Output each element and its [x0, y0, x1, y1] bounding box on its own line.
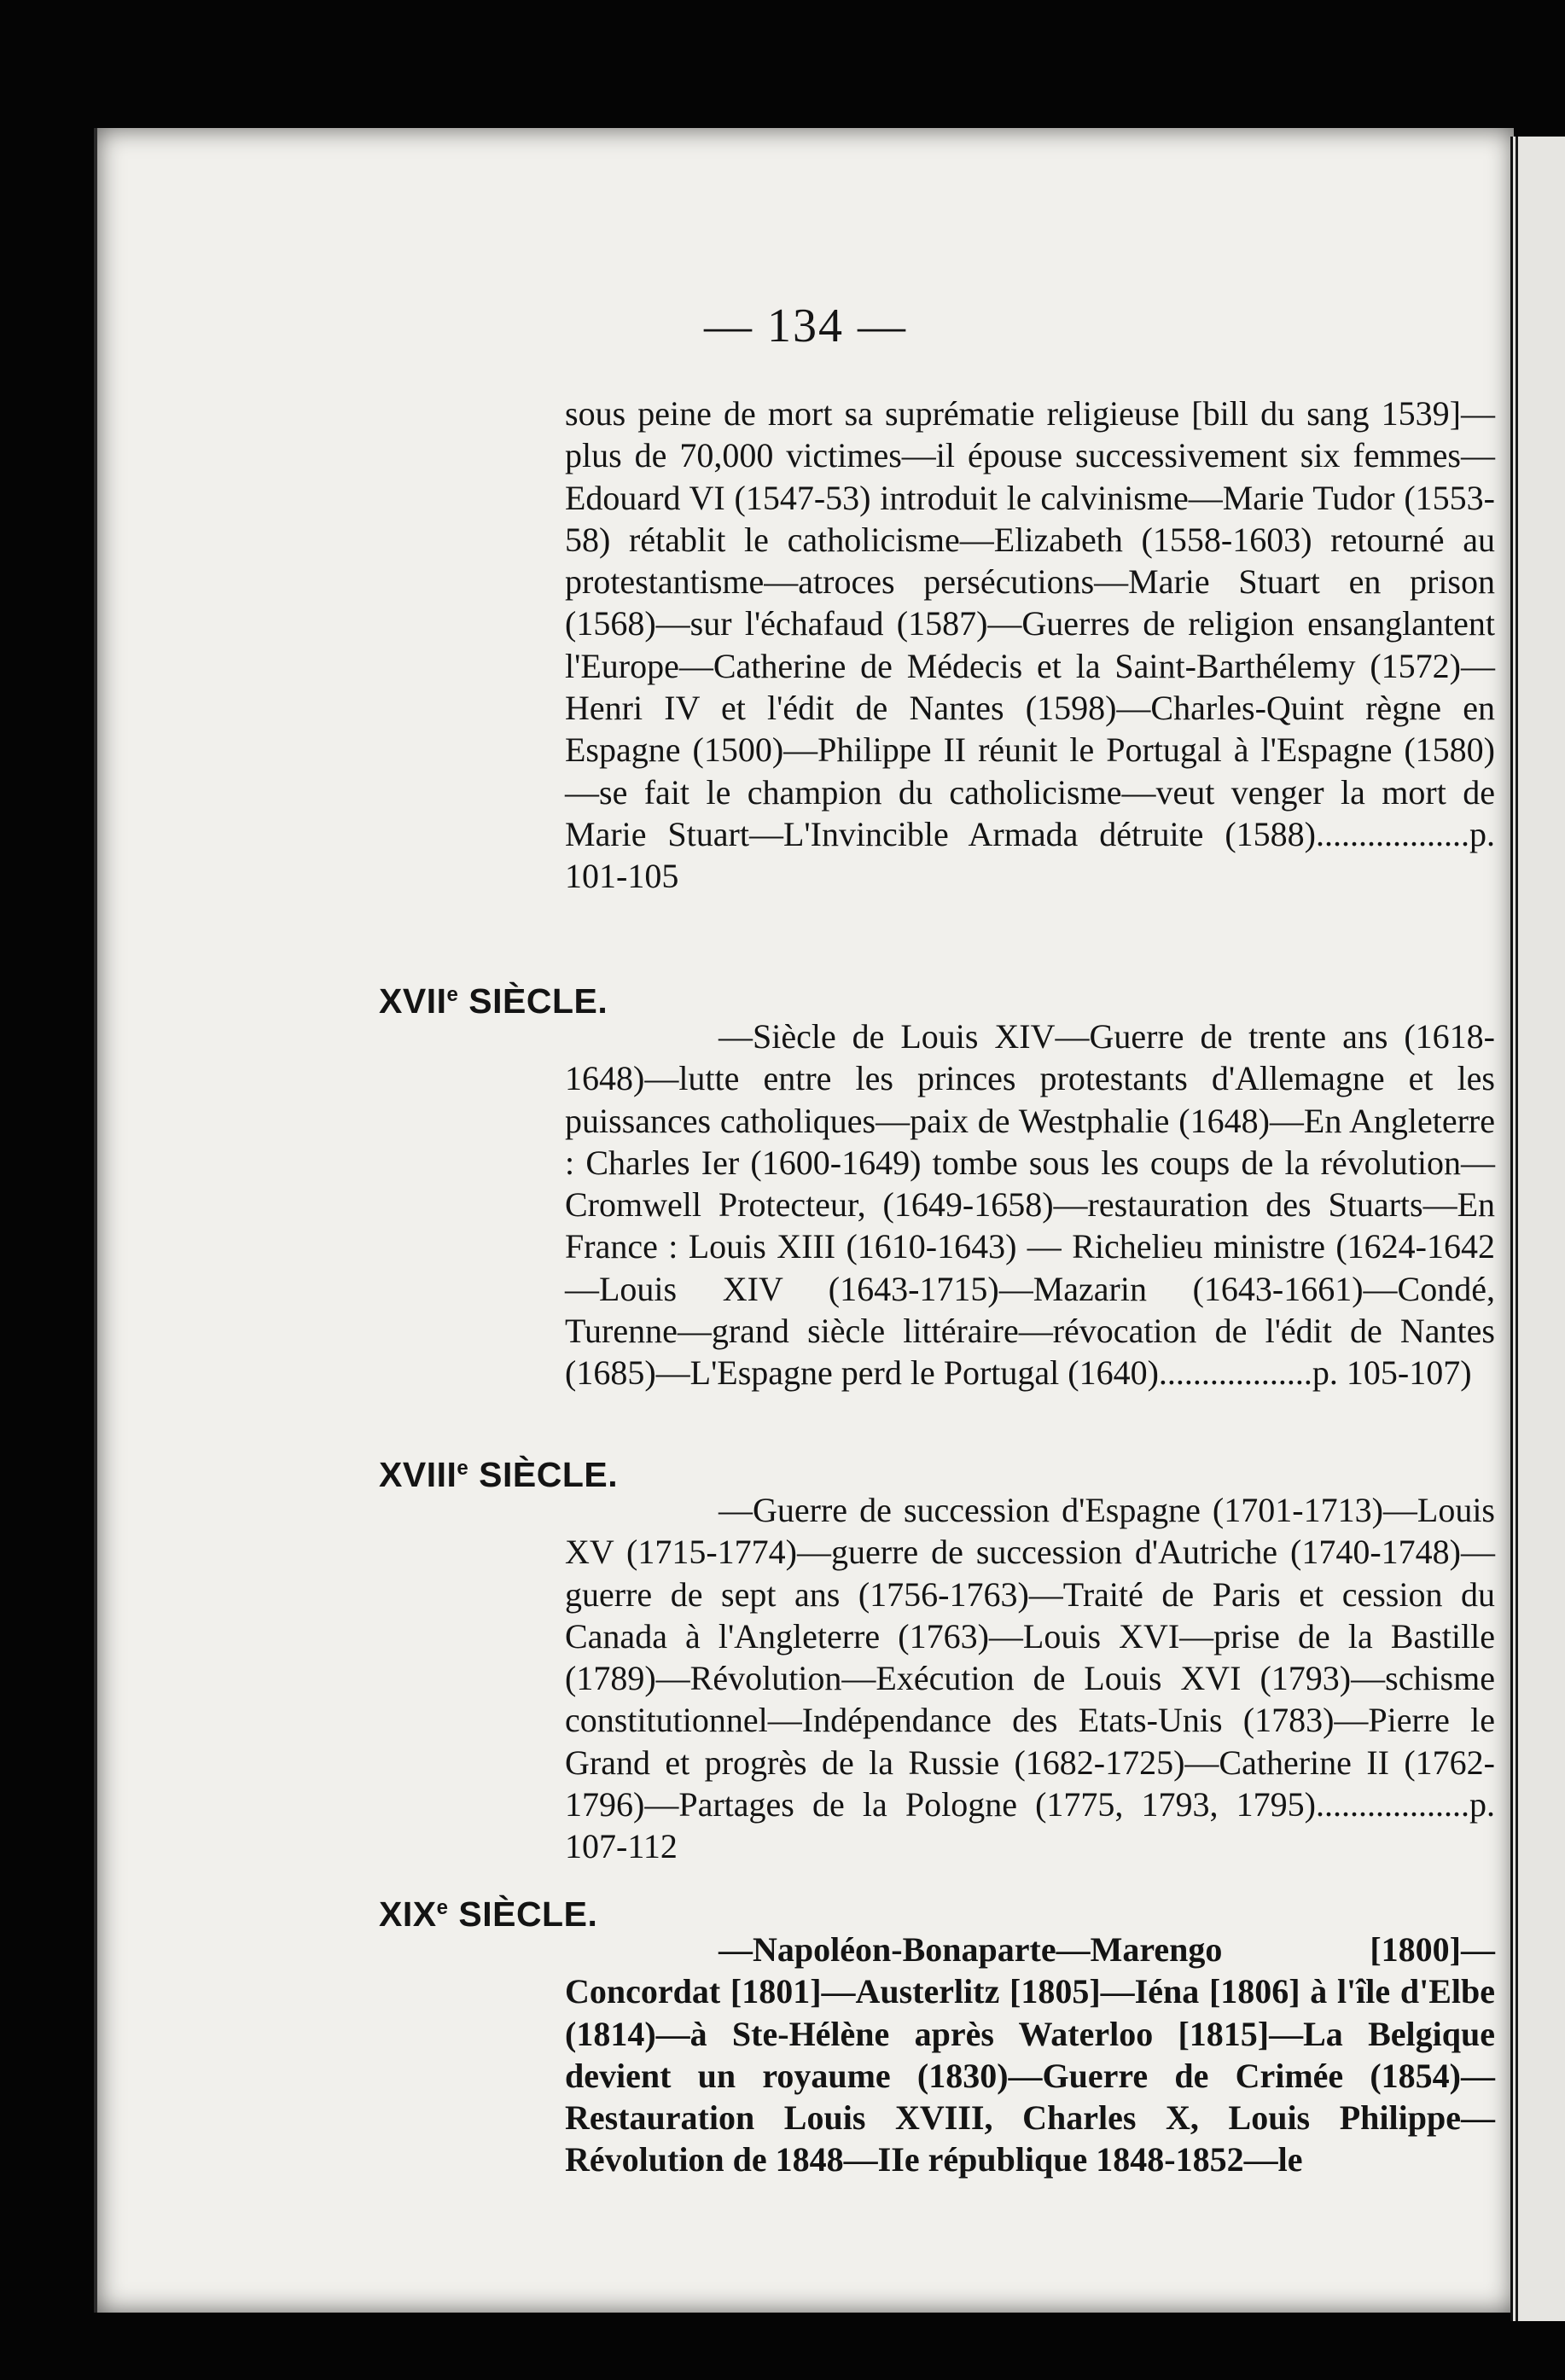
century-text: —Napoléon-Bonaparte—Marengo [1800]—Concordat [1801]—Austerlitz [1805]—Iéna [1806] à l'île d'Elbe (1814)—à Ste-Hélène après Waterloo [1815]—La Belgique devient un royaume (1830)—Guerre de Crimée (1854)—Restauration Louis XVIII, Charles X, Louis Philippe—Révolution de 1848—IIe république 1848-1852—le [565, 1930, 1495, 2179]
intro-text: sous peine de mort sa suprématie religieuse [bill du sang 1539]—plus de 70,000 victimes—il épouse successivement six femmes—Edouard VI (1547-53) introduit le calvinisme—Marie Tudor (1553-58) rétablit le catholicisme—Elizabeth (1558-1603) retourné au protestantisme—atroces persécutions—Marie Stuart en prison (1568)—sur l'échafaud (1587)—Guerres de religion ensanglantent l'Europe—Catherine de Médecis et la Saint-Barthélemy (1572)—Henri IV et l'édit de Nantes (1598)—Charles-Quint règne en Espagne (1500)—Philippe II réunit le Portugal à l'Espagne (1580)—se fait le champion du catholicisme—veut venger la mort de Marie Stuart—L'Invincible Armada détruite (1588)..................p. 101-105 [565, 394, 1495, 896]
century-sup: e [457, 1457, 469, 1480]
century-word: SIÈCLE. [468, 981, 608, 1021]
century-word: SIÈCLE. [479, 1455, 619, 1494]
century-entry-19 [565, 1894, 1495, 2215]
century-roman: XVIII [379, 1455, 457, 1494]
page-gutter-line [1516, 137, 1518, 2321]
century-text: —Guerre de succession d'Espagne (1701-1713)—Louis XV (1715-1774)—guerre de succession d'Autriche (1740-1748)—guerre de sept ans (1756-1763)—Traité de Paris et cession du Canada à l'Angleterre (1763)—Louis XVI—prise de la Bastille (1789)—Révolution—Exécution de Louis XVI (1793)—schisme constitutionnel—Indépendance des Etats-Unis (1783)—Pierre le Grand et progrès de la Russie (1682-1725)—Catherine II (1762-1796)—Partages de la Pologne (1775, 1793, 1795)..................p. 107-112 [565, 1491, 1495, 1866]
century-entry-18 [565, 1455, 1495, 1902]
century-sup: e [446, 983, 459, 1006]
century-roman: XIX [379, 1894, 437, 1934]
adjacent-page-edge [1510, 137, 1565, 2321]
century-roman: XVII [379, 981, 447, 1021]
century-text: —Siècle de Louis XIV—Guerre de trente ans (1618-1648)—lutte entre les princes protestants d'Allemagne et les puissances catholiques—paix de Westphalie (1648)—En Angleterre : Charles Ier (1600-1649) tombe sous les coups de la révolution—Cromwell Protecteur, (1649-1658)—restauration des Stuarts—En France : Louis XIII (1610-1643) — Richelieu ministre (1624-1642—Louis XIV (1643-1715)—Mazarin (1643-1661)—Condé, Turenne—grand siècle littéraire—révocation de l'édit de Nantes (1685)—L'Espagne perd le Portugal (1640)..................p. 105-107) [565, 1017, 1495, 1393]
intro-paragraph [565, 393, 1495, 898]
page-number: — 134 — [704, 300, 907, 352]
century-entry-17 [565, 981, 1495, 1429]
century-word: SIÈCLE. [458, 1894, 598, 1934]
book-page [94, 128, 1514, 2313]
century-sup: e [436, 1896, 449, 1919]
